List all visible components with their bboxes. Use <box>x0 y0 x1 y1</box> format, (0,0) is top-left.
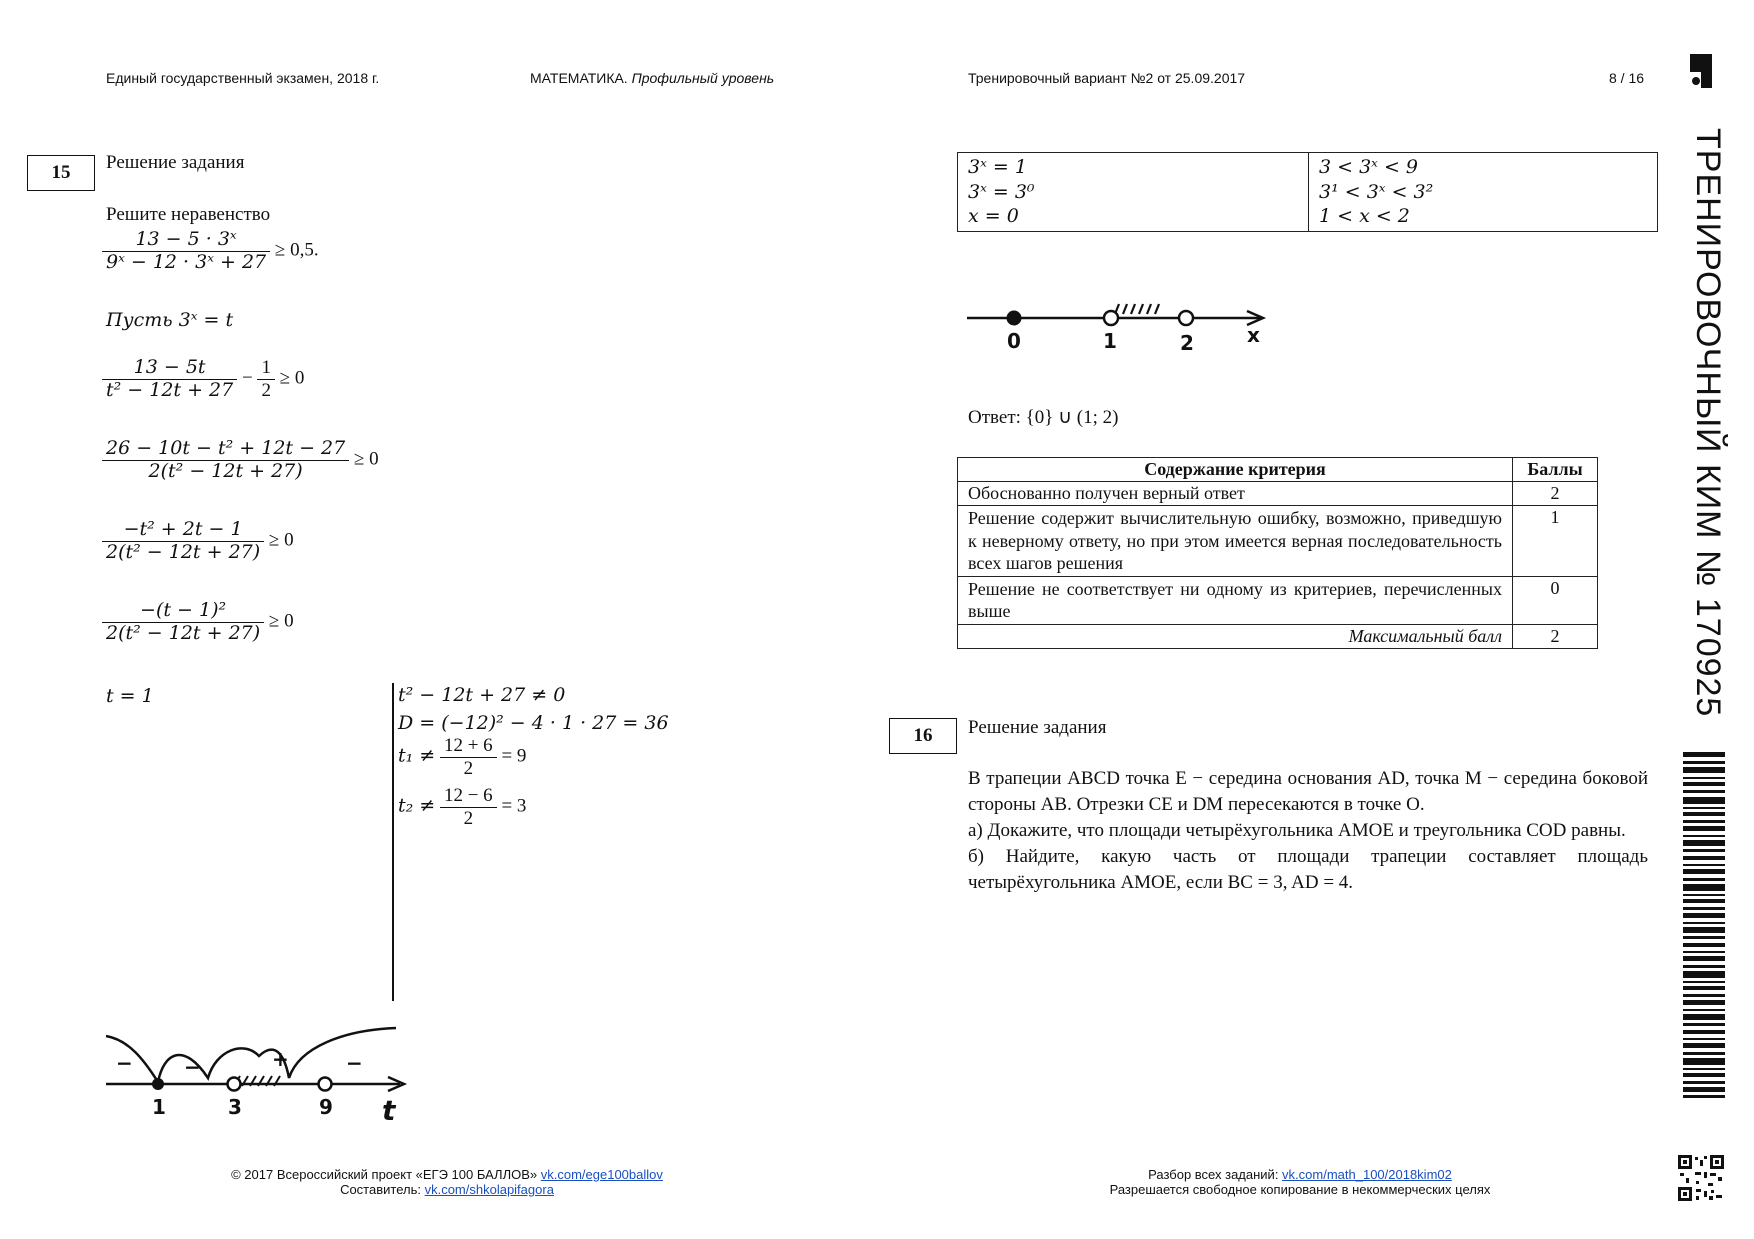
equation-line: 3 < 3ˣ < 9 <box>1319 156 1419 178</box>
task16-paragraph: а) Докажите, что площади четырёхугольника AMOE и треугольника COD равны. <box>968 820 1626 841</box>
main-inequality <box>102 229 319 274</box>
criteria-header-score: Баллы <box>1513 458 1598 482</box>
t2-value: = 3 <box>501 795 527 817</box>
task-title: Решение задания <box>106 152 245 173</box>
sign-label: − <box>116 1051 133 1075</box>
hatching <box>1115 304 1159 314</box>
equation-line: 3ˣ = 1 <box>968 156 1027 178</box>
header-subject-plain: МАТЕМАТИКА. <box>530 70 632 86</box>
criterion-score: 1 <box>1513 506 1598 577</box>
root-t1 <box>398 735 526 780</box>
criterion-text: Решение не соответствует ни одному из критериев, перечисленных выше <box>958 576 1513 624</box>
page-number: 8 / 16 <box>1609 70 1645 86</box>
substitution-line: Пусть 3ˣ = t <box>106 309 234 331</box>
equation-line: x = 0 <box>968 205 1019 228</box>
filled-point <box>152 1078 164 1090</box>
solution-cell-left <box>958 153 1309 232</box>
inequality-rhs: ≥ 0 <box>268 529 294 551</box>
step-4 <box>102 600 294 645</box>
step-1 <box>102 357 304 402</box>
solution-table <box>957 152 1658 232</box>
task-prompt: Решите неравенство <box>106 204 271 225</box>
tick-label: 2 <box>1180 331 1194 355</box>
inequality-rhs: ≥ 0 <box>279 367 305 389</box>
fraction-numerator: 12 + 6 <box>440 735 497 758</box>
root-t2 <box>398 785 526 830</box>
column-divider <box>392 683 394 1001</box>
header-subject <box>530 70 774 86</box>
equation-line: 3¹ < 3ˣ < 3² <box>1319 180 1434 203</box>
criterion-score: 0 <box>1513 576 1598 624</box>
number-line-x <box>965 296 1275 356</box>
fraction-numerator: −(t − 1)² <box>102 600 264 623</box>
equation-line: 3ˣ = 3⁰ <box>968 180 1035 203</box>
fraction-denominator: 2 <box>261 379 271 401</box>
open-point <box>1179 311 1193 325</box>
minus-sign: − <box>242 367 253 389</box>
task-title: Решение задания <box>968 717 1107 738</box>
sign-label: − <box>346 1051 363 1075</box>
task16-paragraph: б) Найдите, какую часть от площади трапеции составляет площадь четырёхугольника AMOE, если BC = 3, AD = 4. <box>968 846 1648 893</box>
axis-label: t <box>382 1094 396 1124</box>
fraction-numerator: 1 <box>257 357 275 380</box>
header-exam-title: Единый государственный экзамен, 2018 г. <box>106 70 380 86</box>
t1-label: t₁ ≠ <box>398 744 436 767</box>
condition-line-1: t² − 12t + 27 ≠ 0 <box>398 684 566 706</box>
open-point <box>1104 311 1118 325</box>
fraction-numerator: 12 − 6 <box>440 785 497 808</box>
answer-line: Ответ: {0} ∪ (1; 2) <box>968 407 1119 428</box>
open-point <box>319 1078 332 1091</box>
footer-copyright: © 2017 Всероссийский проект «ЕГЭ 100 БАЛЛОВ» <box>231 1167 541 1182</box>
header-subject-level: Профильный уровень <box>631 70 775 86</box>
qr-code-icon <box>1678 1155 1724 1201</box>
t2-label: t₂ ≠ <box>398 794 436 817</box>
open-point <box>228 1078 241 1091</box>
footer-link-analysis[interactable]: vk.com/math_100/2018kim02 <box>1282 1167 1452 1182</box>
fraction-denominator: 2(t² − 12t + 27) <box>106 540 261 563</box>
fraction-denominator: 2 <box>463 757 474 779</box>
tick-label: 1 <box>152 1095 166 1119</box>
max-score-label: Максимальный балл <box>958 624 1513 648</box>
criterion-score: 2 <box>1513 482 1598 506</box>
tick-label: 1 <box>1103 329 1117 353</box>
fraction-numerator: 26 − 10t − t² + 12t − 27 <box>102 438 349 461</box>
header-variant: Тренировочный вариант №2 от 25.09.2017 <box>968 70 1246 86</box>
inequality-rhs: ≥ 0 <box>268 610 294 632</box>
task-number-box: 15 <box>27 155 95 191</box>
criterion-text: Обоснованно получен верный ответ <box>958 482 1513 506</box>
fraction-denominator: t² − 12t + 27 <box>106 378 234 401</box>
task16-paragraph: В трапеции ABCD точка E − середина основания AD, точка M − середина боковой стороны AB. Отрезки CE и DM пересекаются в точке O. <box>968 768 1648 815</box>
number-line-t <box>104 1022 414 1124</box>
footer-link-project[interactable]: vk.com/ege100ballov <box>540 1167 663 1182</box>
fraction-numerator: 13 − 5t <box>102 357 237 380</box>
tick-label: 3 <box>228 1095 242 1119</box>
max-score-value: 2 <box>1513 624 1598 648</box>
corner-logo-icon <box>1686 54 1716 88</box>
criteria-header-content: Содержание критерия <box>958 458 1513 482</box>
inequality-rhs: ≥ 0 <box>353 448 379 470</box>
footer-author-label: Составитель: <box>340 1182 425 1197</box>
equation-line: 1 < x < 2 <box>1319 205 1410 228</box>
fraction-numerator: −t² + 2t − 1 <box>102 519 264 542</box>
step-3 <box>102 519 294 564</box>
task16-text <box>968 766 1648 896</box>
footer-analysis-label: Разбор всех заданий: <box>1148 1167 1283 1182</box>
inequality-rhs: ≥ 0,5. <box>274 239 319 261</box>
criterion-text: Решение содержит вычислительную ошибку, возможно, приведшую к неверному ответу, но при этом имеется верная последовательность всех шагов решения <box>958 506 1513 577</box>
discriminant-line: D = (−12)² − 4 · 1 · 27 = 36 <box>398 712 669 734</box>
step-2 <box>102 438 379 483</box>
fraction-denominator: 2(t² − 12t + 27) <box>148 459 303 482</box>
fraction-numerator: 13 − 5 · 3ˣ <box>102 229 270 252</box>
fraction-denominator: 2 <box>463 807 474 829</box>
fraction-denominator: 2(t² − 12t + 27) <box>106 621 261 644</box>
solution-cell-right <box>1309 153 1658 232</box>
side-title: ТРЕНИРОВОЧНЫЙ КИМ № 170925 <box>1689 128 1727 718</box>
root-value: t = 1 <box>106 685 154 707</box>
t1-value: = 9 <box>501 745 527 767</box>
axis-label: x <box>1247 323 1260 347</box>
sign-label: − <box>184 1055 201 1079</box>
tick-label: 0 <box>1007 329 1021 353</box>
barcode-icon <box>1683 752 1725 1098</box>
footer-link-author[interactable]: vk.com/shkolapifagora <box>424 1182 554 1197</box>
footer-left <box>150 1167 744 1197</box>
sign-label: + <box>272 1047 289 1071</box>
fraction-denominator: 9ˣ − 12 · 3ˣ + 27 <box>106 250 267 273</box>
footer-license: Разрешается свободное копирование в некоммерческих целях <box>1109 1182 1491 1197</box>
task-number-box: 16 <box>889 718 957 754</box>
tick-label: 9 <box>319 1095 333 1119</box>
criteria-table <box>957 457 1598 649</box>
filled-point <box>1007 311 1022 326</box>
footer-right <box>1000 1167 1600 1197</box>
